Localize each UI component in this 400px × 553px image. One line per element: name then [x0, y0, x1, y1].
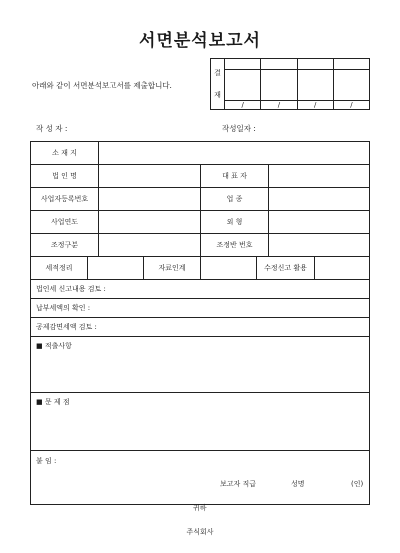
biz-reg-no-label: 사업자등록번호: [31, 188, 99, 210]
adjust-no-field[interactable]: [269, 234, 369, 256]
row-corp-name: [31, 165, 369, 188]
recipient-label: 귀하: [193, 504, 207, 512]
attachment-label: 붙 임 :: [36, 457, 57, 465]
approval-box: [210, 58, 370, 110]
report-form: [30, 141, 370, 512]
review-deduction-label: 공제감면세액 검토 :: [36, 323, 97, 331]
review-corp-tax-label: 법인세 신고내용 검토 :: [36, 285, 106, 293]
corp-name-field[interactable]: [99, 165, 201, 187]
biz-reg-no-field[interactable]: [99, 188, 201, 210]
issues-section[interactable]: [31, 393, 369, 451]
industry-field[interactable]: [269, 188, 369, 210]
approval-label: 결 재: [211, 59, 225, 110]
writer-label: 작 성 자 :: [36, 124, 68, 133]
revenue-field[interactable]: [269, 211, 369, 233]
approval-date-cell[interactable]: /: [261, 101, 297, 110]
company-name: 주식회사: [186, 528, 214, 536]
approval-date-cell[interactable]: /: [225, 101, 261, 110]
approval-header-cell[interactable]: [333, 59, 369, 70]
confirm-paid-tax-label: 납부세액의 확인 :: [36, 304, 91, 312]
row-confirm-paid-tax[interactable]: [31, 299, 369, 318]
approval-header-cell[interactable]: [297, 59, 333, 70]
data-handover-label: 자료인계: [144, 257, 201, 279]
approval-date-cell[interactable]: /: [297, 101, 333, 110]
findings-section[interactable]: [31, 337, 369, 393]
written-date-label: 작성일자 :: [222, 124, 256, 133]
approval-sign-cell[interactable]: [261, 70, 297, 101]
approval-sign-cell[interactable]: [333, 70, 369, 101]
data-handover-field[interactable]: [201, 257, 257, 279]
row-tax-cleanup: [31, 257, 369, 280]
reporter-name-label: 성명: [291, 480, 305, 488]
approval-header-cell[interactable]: [261, 59, 297, 70]
row-review-deduction[interactable]: [31, 318, 369, 337]
adjust-type-label: 조정구분: [31, 234, 99, 256]
biz-year-field[interactable]: [99, 211, 201, 233]
intro-text: 아래와 같이 서면분석보고서를 제출합니다.: [32, 81, 172, 90]
amend-used-label: 수정신고 활용: [257, 257, 315, 279]
biz-year-label: 사업연도: [31, 211, 99, 233]
location-field[interactable]: [99, 142, 369, 164]
amend-used-field[interactable]: [315, 257, 369, 279]
row-biz-year: [31, 211, 369, 234]
row-location: [31, 142, 369, 165]
findings-label: ■ 적출사항: [36, 342, 72, 350]
approval-sign-cell[interactable]: [297, 70, 333, 101]
seal-mark: (인): [351, 480, 364, 488]
industry-label: 업 종: [201, 188, 269, 210]
ceo-label: 대 표 자: [201, 165, 269, 187]
corp-name-label: 법 인 명: [31, 165, 99, 187]
tax-cleanup-field[interactable]: [88, 257, 144, 279]
tax-cleanup-label: 세적정리: [31, 257, 88, 279]
location-label: 소 재 지: [31, 142, 99, 164]
attachment-section: [31, 451, 369, 512]
reporter-rank-label: 보고자 직급: [220, 480, 257, 488]
ceo-field[interactable]: [269, 165, 369, 187]
adjust-type-field[interactable]: [99, 234, 201, 256]
approval-date-cell[interactable]: /: [333, 101, 369, 110]
document-title: 서면분석보고서: [139, 31, 261, 51]
revenue-label: 외 형: [201, 211, 269, 233]
issues-label: ■ 문 제 점: [36, 398, 70, 406]
approval-header-cell[interactable]: [225, 59, 261, 70]
approval-sign-cell[interactable]: [225, 70, 261, 101]
row-adjust: [31, 234, 369, 257]
adjust-no-label: 조정반 번호: [201, 234, 269, 256]
row-biz-reg: [31, 188, 369, 211]
row-review-corp-tax[interactable]: [31, 280, 369, 299]
